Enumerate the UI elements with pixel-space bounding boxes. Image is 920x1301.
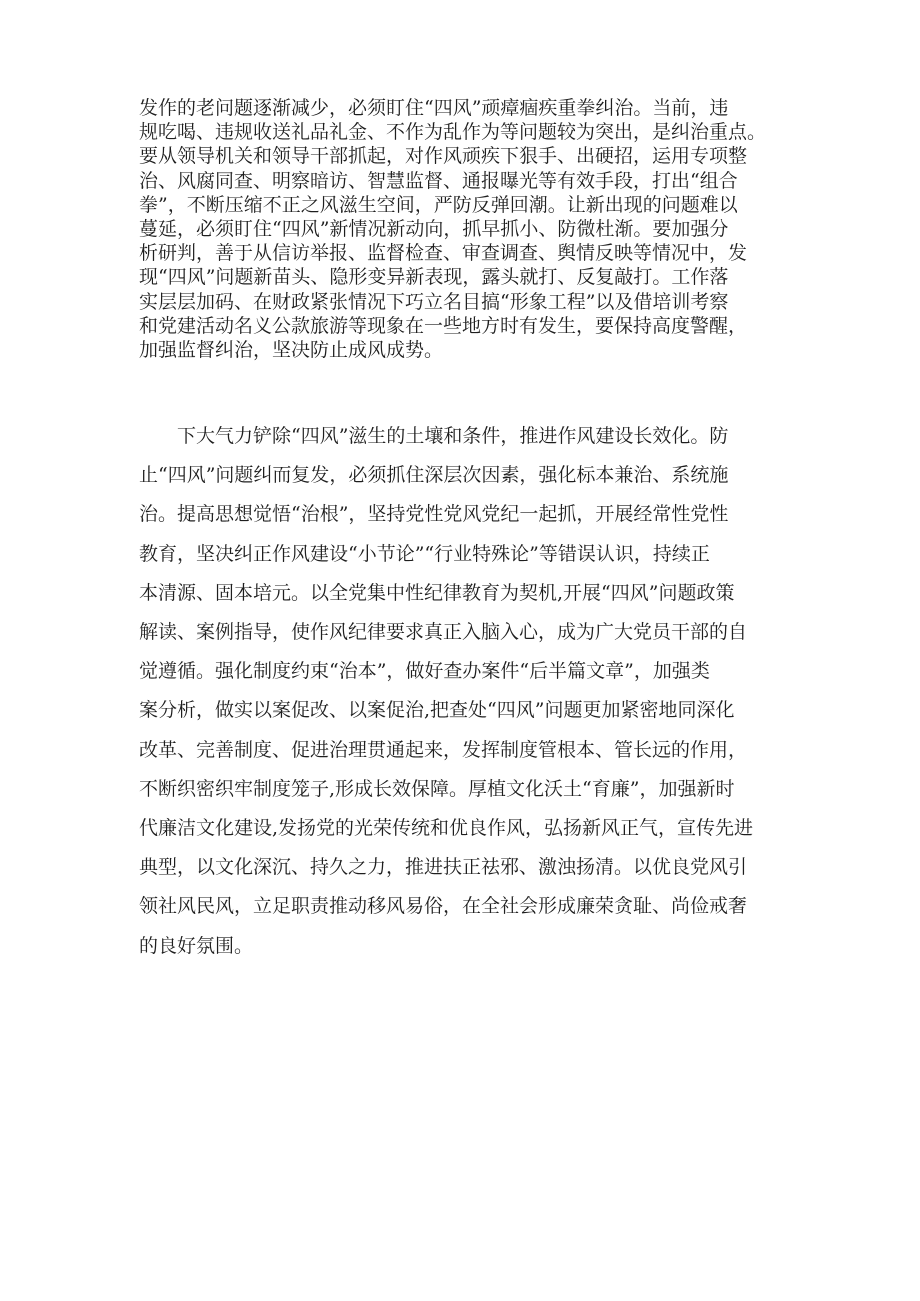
paragraph-2 bbox=[139, 417, 753, 966]
paragraph-2-line: 代廉洁文化建设,发扬党的光荣传统和优良作风，弘扬新风正气，宣传先进 bbox=[139, 817, 754, 840]
paragraph-1-line: 加强监督纠治，坚决防止成风成势。 bbox=[139, 339, 444, 362]
paragraph-2-line: 止“四风”问题纠而复发，必须抓住深层次因素，强化标本兼治、系统施 bbox=[139, 464, 729, 487]
paragraph-2-line: 下大气力铲除“四风”滋生的土壤和条件，推进作风建设长效化。防 bbox=[177, 425, 729, 447]
paragraph-1-line: 和党建活动名义公款旅游等现象在一些地方时有发生，要保持高度警醒， bbox=[139, 314, 748, 337]
paragraph-2-line: 典型，以文化深沉、持久之力，推进扶正祛邪、激浊扬清。以优良党风引 bbox=[139, 856, 748, 879]
paragraph-2-line: 教育，坚决纠正作风建设“小节论”“行业特殊论”等错误认识，持续正 bbox=[139, 542, 710, 565]
paragraph-1-line: 实层层加码、在财政紧张情况下巧立名目搞“形象工程”以及借培训考察 bbox=[139, 290, 729, 313]
paragraph-1-line: 发作的老问题逐渐减少，必须盯住“四风”顽瘴痼疾重拳纠治。当前，违 bbox=[139, 97, 729, 119]
paragraph-2-line: 觉遵循。强化制度约束“治本”，做好查办案件“后半篇文章”，加强类 bbox=[139, 660, 710, 683]
paragraph-1-line: 现“四风”问题新苗头、隐形变异新表现，露头就打、反复敲打。工作落 bbox=[139, 266, 729, 289]
paragraph-2-line: 案分析，做实以案促改、以案促治,把查处“四风”问题更加紧密地同深化 bbox=[139, 699, 735, 722]
paragraph-2-line: 领社风民风，立足职责推动移风易俗，在全社会形成廉荣贪耻、尚俭戒奢 bbox=[139, 895, 748, 918]
paragraph-2-line: 不断织密织牢制度笼子,形成长效保障。厚植文化沃土“育廉”，加强新时 bbox=[139, 777, 735, 800]
paragraph-1 bbox=[139, 96, 766, 362]
paragraph-2-line: 解读、案例指导，使作风纪律要求真正入脑入心，成为广大党员干部的自 bbox=[139, 621, 748, 644]
paragraph-1-line: 要从领导机关和领导干部抓起，对作风顽疾下狠手、出硬招，运用专项整 bbox=[139, 145, 748, 168]
paragraph-1-line: 拳”，不断压缩不正之风滋生空间，严防反弹回潮。让新出现的问题难以 bbox=[139, 193, 738, 216]
paragraph-1-line: 蔓延，必须盯住“四风”新情况新动向，抓早抓小、防微杜渐。要加强分 bbox=[139, 218, 729, 241]
paragraph-2-line: 改革、完善制度、促进治理贯通起来，发挥制度管根本、管长远的作用， bbox=[139, 738, 748, 761]
paragraph-1-line: 规吃喝、违规收送礼品礼金、不作为乱作为等问题较为突出，是纠治重点。 bbox=[139, 121, 767, 144]
paragraph-1-line: 治、风腐同查、明察暗访、智慧监督、通报曝光等有效手段，打出“组合 bbox=[139, 169, 738, 192]
paragraph-2-line: 的良好氛围。 bbox=[139, 934, 254, 957]
paragraph-2-line: 治。提高思想觉悟“治根”，坚持党性党风党纪一起抓，开展经常性党性 bbox=[139, 503, 729, 526]
paragraph-2-line: 本清源、固本培元。以全党集中性纪律教育为契机,开展“四风”问题政策 bbox=[139, 581, 735, 604]
paragraph-1-line: 析研判，善于从信访举报、监督检查、审查调查、舆情反映等情况中，发 bbox=[139, 242, 748, 265]
